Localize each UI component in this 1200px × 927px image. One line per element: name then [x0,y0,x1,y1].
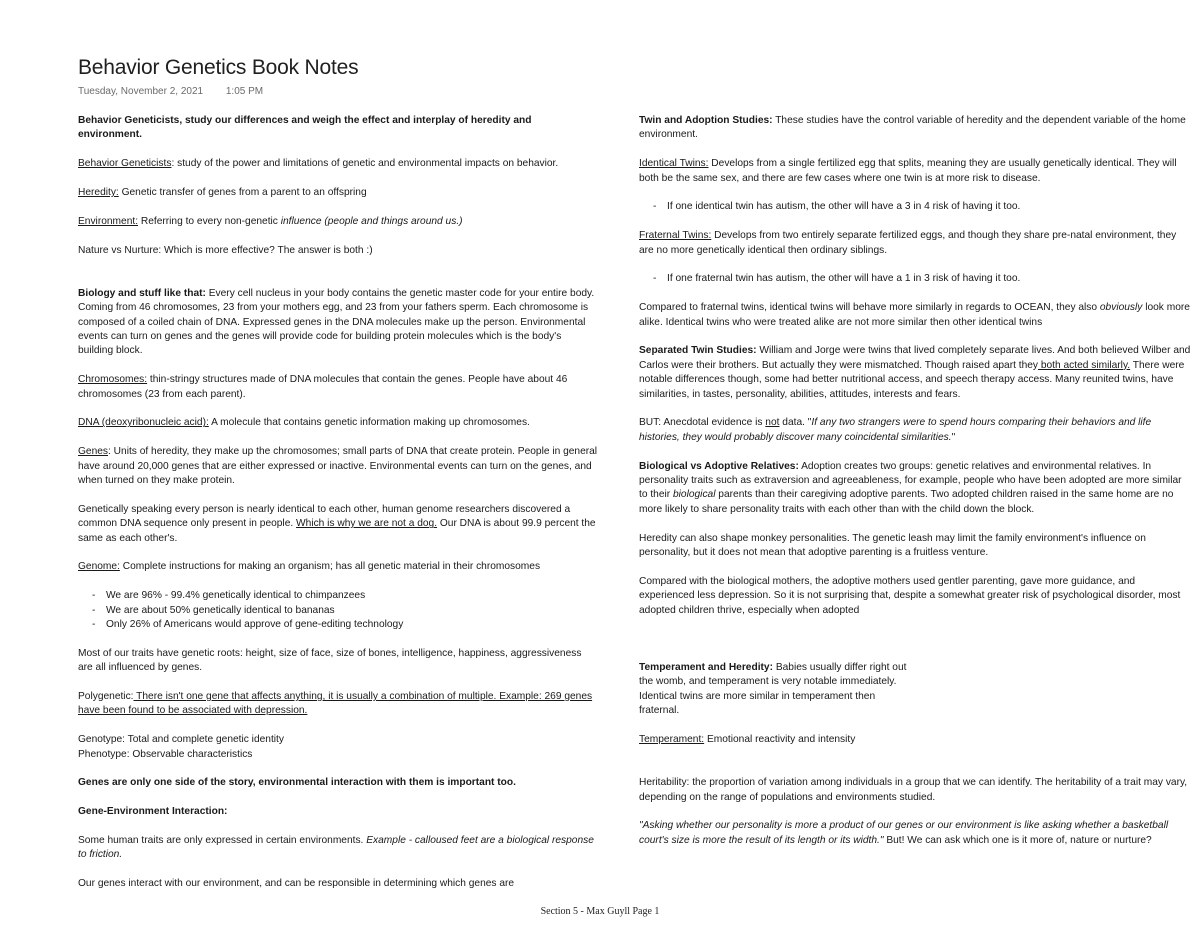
heritability-def: Heritability: the proportion of variation among individuals in a group that we can identify. The heritability of a trait may vary, depending on the range of populations and environments studied. [639,777,1188,803]
genes-def: Genes: Units of heredity, they make up the chromosomes; small parts of DNA that create protein. People in general have around 20,000 genes that are either expressed or inactive. Environmental events can turn on the genes, and when turned on they make protein. [78,446,598,487]
intro-paragraph: Behavior Geneticists, study our differences and weigh the effect and interplay of heredity and environment. [78,115,532,141]
list-item: - We are about 50% genetically identical to bananas [92,604,598,618]
chromosomes-def: Chromosomes: thin-stringy structures made of DNA molecules that contain the genes. People have about 46 chromosomes (23 from each parent). [78,374,568,400]
monkey-personalities-paragraph: Heredity can also shape monkey personalities. The genetic leash may limit the family environment's influence on personality, but it does not mean that adoptive parenting is a fruitless venture. [639,532,1146,559]
separated-twin-studies: Separated Twin Studies: William and Jorge were twins that lived completely separate lives. And both believed Wilber and Carlos were their brothers. But actually they were mismatched. Though raised apart they both acted similarly. There were notable differences though, some had better nutritional access, and speech therapy access. Many reunited twins, have similarities, in tastes, personality, abilities, attitudes, interests and fears. [639,345,1191,400]
list-item: - We are 96% - 99.4% genetically identical to chimpanzees [92,589,598,603]
temperament-def: Temperament: Emotional reactivity and intensity [639,734,856,746]
right-column [639,114,1192,863]
genetic-similarity-paragraph: Genetically speaking every person is nearly identical to each other, human genome researchers discovered a common DNA sequence only present in people. Which is why we are not a dog. Our DNA is about 99.9 percent the same as each other's. [78,503,596,544]
basketball-quote-paragraph: "Asking whether our personality is more a product of our genes or our environment is like asking whether a basketball court's size is more the result of its length or its width." But! We can ask which one is it more of, nature or nurture? [639,820,1169,846]
biological-adoptive-relatives: Biological vs Adoptive Relatives: Adoption creates two groups: genetic relatives and environmental relatives. In personality traits such as extraversion and agreeableness, for example, people who have been adopted are more similar to their biological parents than their caregiving adoptive parents. Two adopted children raised in the same home are no more likely to share personality traits with each other than with the child down the block. [639,460,1182,515]
list-item: - Only 26% of Americans would approve of gene-editing technology [92,618,598,632]
genotype-phenotype: Genotype: Total and complete genetic identity Phenotype: Observable characteristics [78,734,284,760]
page-time: 1:05 PM [225,86,264,97]
twin-adoption-studies: Twin and Adoption Studies: These studies have the control variable of heredity and the dependent variable of the home environment. [639,115,1186,141]
environment-def: Environment: Referring to every non-genetic influence (people and things around us.) [78,215,463,227]
page-date: Tuesday, November 2, 2021 [78,86,204,97]
page-footer: Section 5 - Max Guyll Page 1 [540,906,660,917]
dna-def: DNA (deoxyribonucleic acid): A molecule that contains genetic information making up chromosomes. [78,417,530,429]
genome-bullet-list [78,589,598,632]
polygenetic-def: Polygenetic: There isn't one gene that affects anything, it is usually a combination of multiple. Example: 269 genes have been found to be associated with depression. [78,691,593,717]
adoptive-mothers-paragraph: Compared with the biological mothers, the adoptive mothers used gentler parenting, gave more guidance, and experienced less depression. So it is not surprising that, despite a somewhat greater risk of psychological disorder, most adopted children thrive, especially when adopted [639,575,1181,616]
gene-environment-heading: Gene-Environment Interaction: [78,806,228,818]
temperament-heredity: Temperament and Heredity: Babies usually differ right out the womb, and temperament is very notable immediately. Identical twins are more similar in temperament then fraternal. [639,662,907,717]
page-meta [78,86,263,97]
fraternal-twins-def: Fraternal Twins: Develops from two entirely separate fertilized eggs, and though they share pre-natal environment, they are no more genetically identical then ordinary siblings. [639,230,1177,256]
heredity-def: Heredity: Genetic transfer of genes from a parent to an offspring [78,187,367,198]
traits-paragraph: Most of our traits have genetic roots: height, size of face, size of bones, intelligence, happiness, aggressiveness are all influenced by genes. [78,647,582,674]
left-column [78,114,598,906]
behavior-geneticists-def: Behavior Geneticists: study of the power and limitations of genetic and environmental impacts on behavior. [78,158,559,170]
fraternal-twins-bullet-list [639,272,1192,286]
page-title: Behavior Genetics Book Notes [78,56,359,79]
list-item: - If one identical twin has autism, the other will have a 3 in 4 risk of having it too. [653,200,1192,214]
traits-environment-paragraph: Some human traits are only expressed in certain environments. Example - calloused feet are a biological response to friction. [78,835,594,861]
anecdotal-evidence-paragraph: BUT: Anecdotal evidence is not data. "If any two strangers were to spend hours comparing their behaviors and life histories, they would probably discover many coincidental similarities." [639,417,1152,443]
twins-comparison-paragraph: Compared to fraternal twins, identical twins will behave more similarly in regards to OCEAN, they also obviously look more alike. Identical twins who were treated alike are not more similar then other identical twins [639,302,1190,328]
genes-interact-paragraph: Our genes interact with our environment, and can be responsible in determining which genes are [78,878,515,890]
biology-paragraph: Biology and stuff like that: Every cell nucleus in your body contains the genetic master code for your entire body. Coming from 46 chromosomes, 23 from your mothers egg, and 23 from your fathers sperm. Each chromosome is composed of a coiled chain of DNA. Expressed genes in the DNA molecules make up the person. Environmental events can turn on genes and the genes will provide code for building protein molecules which is the body's building block. [78,287,595,357]
identical-twins-def: Identical Twins: Develops from a single fertilized egg that splits, meaning they are usually genetically identical. They will both be the same sex, and there are few cases where one twin is at more risk to disease. [639,158,1177,184]
list-item: - If one fraternal twin has autism, the other will have a 1 in 3 risk of having it too. [653,272,1192,286]
genes-story-paragraph: Genes are only one side of the story, environmental interaction with them is important too. [78,777,516,789]
identical-twins-bullet-list [639,200,1192,214]
genome-def: Genome: Complete instructions for making an organism; has all genetic material in their chromosomes [78,561,541,573]
nature-vs-nurture: Nature vs Nurture: Which is more effective? The answer is both :) [78,244,373,256]
